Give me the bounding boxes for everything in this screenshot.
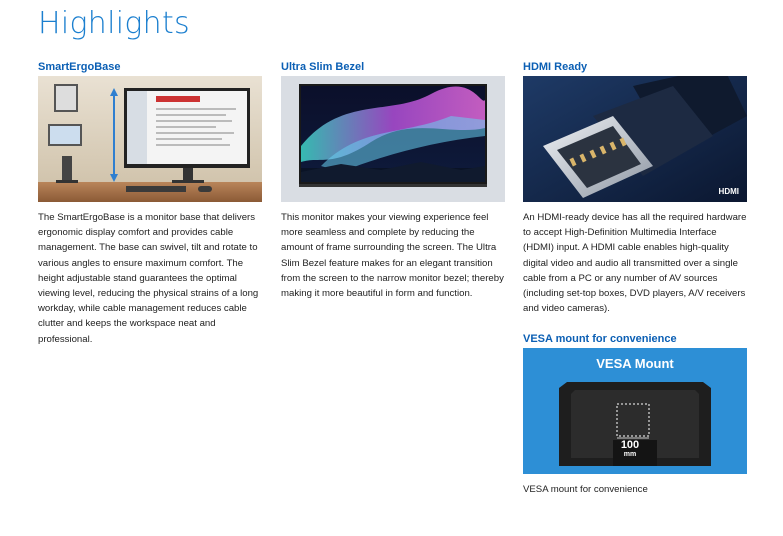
section-heading: VESA mount for convenience xyxy=(523,333,677,345)
vesa-mount-image xyxy=(523,348,747,474)
section-text: The SmartErgoBase is a monitor base that delivers ergonomic display comfort and provides cable management. The base can swivel, tilt and rotate to various angles to ensure maximum comfort. The height adjustable stand guarantees the optimal viewing level, reducing the physical strains of a long workday, while cable management reduces cable clutter and keeps the workspace neat and professional. xyxy=(38,212,259,345)
hdmi-image xyxy=(523,76,747,202)
vesa-caption: VESA mount for convenience xyxy=(523,484,648,495)
section-heading: Ultra Slim Bezel xyxy=(281,61,365,73)
section-heading: HDMI Ready xyxy=(523,61,588,73)
section-text: This monitor makes your viewing experience feel more seamless and complete by reducing the amount of frame surrounding the screen. The Ultra Slim Bezel feature makes for an elegant transition from the screen to the narrow monitor bezel; thereby making it more beautiful in form and function. xyxy=(281,212,504,300)
section-hdmi-ready xyxy=(523,60,749,316)
vesa-size-unit: mm xyxy=(623,451,637,458)
ultra-slim-bezel-image xyxy=(281,76,505,202)
vesa-image-title: VESA Mount xyxy=(596,356,674,371)
hdmi-tag: HDMI xyxy=(718,187,739,196)
vesa-size-value: 100 xyxy=(620,439,640,451)
section-smartergobase xyxy=(38,60,264,347)
section-vesa-mount xyxy=(523,332,749,495)
section-ultra-slim-bezel xyxy=(281,60,507,301)
section-text: An HDMI-ready device has all the required hardware to accept High-Definition Multimedia Interface (HDMI) input. A HDMI cable enables high-quality digital video and audio all transmitted over a single cable from a PC or any number of AV sources (including set-top boxes, DVD players, A/V receivers and video cameras). xyxy=(523,212,747,315)
vesa-size-label xyxy=(619,440,641,459)
smartergobase-image xyxy=(38,76,262,202)
section-heading: SmartErgoBase xyxy=(38,61,121,73)
page-title: Highlights xyxy=(38,6,190,41)
